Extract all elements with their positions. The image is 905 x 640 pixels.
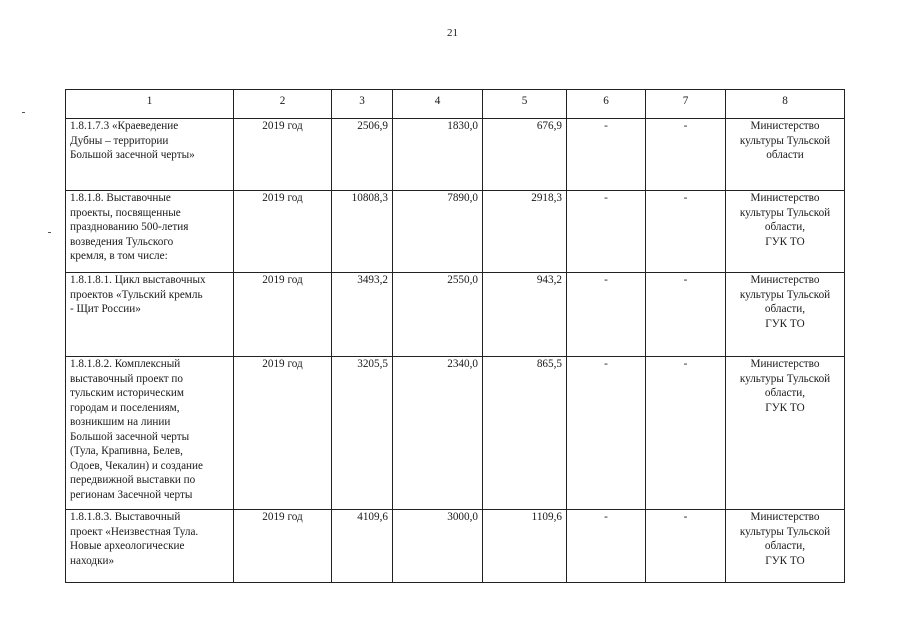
column-header: 8 bbox=[726, 90, 845, 119]
measure-name-line: проектов «Тульский кремль bbox=[70, 288, 203, 301]
col7-cell: - bbox=[646, 273, 726, 357]
executor-line: Министерство bbox=[750, 358, 820, 370]
year-cell: 2019 год bbox=[234, 191, 332, 273]
year-cell: 2019 год bbox=[234, 510, 332, 583]
col7-cell: - bbox=[646, 510, 726, 583]
measure-name-line: 1.8.1.8.2. Комплексный bbox=[70, 358, 181, 370]
measure-name-line: Дубны – территории bbox=[70, 134, 169, 147]
executor-line: области bbox=[766, 149, 804, 161]
measure-name-line: кремля, в том числе: bbox=[70, 250, 168, 262]
executor-line: Министерство bbox=[750, 511, 820, 523]
executor-line: области, bbox=[764, 303, 806, 315]
measure-name-line: возведения Тульского bbox=[70, 235, 174, 248]
executor-cell bbox=[726, 191, 845, 273]
executor-line: области, bbox=[764, 540, 806, 552]
executor-line: Министерство bbox=[750, 192, 820, 204]
col5-cell: 943,2 bbox=[483, 273, 567, 357]
col6-cell: - bbox=[567, 191, 646, 273]
col5-cell: 865,5 bbox=[483, 357, 567, 510]
measure-name-cell bbox=[66, 191, 234, 273]
executor-cell bbox=[726, 119, 845, 191]
executor-cell bbox=[726, 357, 845, 510]
executor-line: культуры Тульской bbox=[739, 288, 831, 301]
executor-line: культуры Тульской bbox=[739, 206, 831, 219]
col6-cell: - bbox=[567, 357, 646, 510]
measure-name-line: (Тула, Крапивна, Белев, bbox=[70, 445, 183, 457]
measure-name-line: возникшим на линии bbox=[70, 416, 171, 428]
total-cell: 3205,5 bbox=[332, 357, 393, 510]
table-row bbox=[66, 119, 845, 191]
measure-name-line: Большой засечной черты» bbox=[70, 149, 195, 161]
year-cell: 2019 год bbox=[234, 357, 332, 510]
measure-name-line: проект «Неизвестная Тула. bbox=[70, 525, 199, 538]
total-cell: 4109,6 bbox=[332, 510, 393, 583]
col5-cell: 676,9 bbox=[483, 119, 567, 191]
measure-name-line: передвижной выставки по bbox=[70, 474, 196, 486]
page-number: 21 bbox=[447, 27, 458, 39]
total-cell: 2506,9 bbox=[332, 119, 393, 191]
scan-mark bbox=[48, 232, 51, 233]
measure-name-line: тульским историческим bbox=[70, 387, 184, 399]
measure-name-line: проекты, посвященные bbox=[70, 206, 181, 219]
scan-mark bbox=[22, 112, 25, 113]
col4-cell: 2340,0 bbox=[393, 357, 483, 510]
measure-name-line: Новые археологические bbox=[70, 540, 185, 552]
executor-line: Министерство bbox=[750, 120, 820, 132]
column-header: 6 bbox=[567, 90, 646, 119]
measure-name-line: выставочный проект по bbox=[70, 372, 184, 385]
executor-line: Министерство bbox=[750, 274, 820, 286]
measure-name-line: 1.8.1.8.3. Выставочный bbox=[70, 511, 181, 523]
measure-name-cell bbox=[66, 119, 234, 191]
year-cell: 2019 год bbox=[234, 119, 332, 191]
measure-name-line: празднованию 500-летия bbox=[70, 221, 189, 233]
executor-line: ГУК ТО bbox=[765, 401, 805, 414]
col6-cell: - bbox=[567, 510, 646, 583]
col4-cell: 7890,0 bbox=[393, 191, 483, 273]
measure-name-line: Одоев, Чекалин) и создание bbox=[70, 459, 203, 472]
col5-cell: 1109,6 bbox=[483, 510, 567, 583]
executor-line: культуры Тульской bbox=[739, 134, 831, 147]
col5-cell: 2918,3 bbox=[483, 191, 567, 273]
total-cell: 3493,2 bbox=[332, 273, 393, 357]
table-row bbox=[66, 357, 845, 510]
program-table bbox=[65, 89, 845, 583]
column-header: 5 bbox=[483, 90, 567, 119]
col6-cell: - bbox=[567, 273, 646, 357]
col7-cell: - bbox=[646, 191, 726, 273]
col7-cell: - bbox=[646, 357, 726, 510]
executor-line: ГУК ТО bbox=[765, 235, 805, 248]
table-row bbox=[66, 510, 845, 583]
column-header: 7 bbox=[646, 90, 726, 119]
measure-name-line: - Щит России» bbox=[70, 303, 141, 315]
measure-name-cell bbox=[66, 357, 234, 510]
table-row bbox=[66, 191, 845, 273]
measure-name-cell bbox=[66, 273, 234, 357]
col4-cell: 1830,0 bbox=[393, 119, 483, 191]
executor-line: области, bbox=[764, 221, 806, 233]
measure-name-line: 1.8.1.8.1. Цикл выставочных bbox=[70, 274, 206, 286]
measure-name-line: 1.8.1.7.3 «Краеведение bbox=[70, 120, 179, 132]
measure-name-line: находки» bbox=[70, 554, 115, 567]
executor-line: ГУК ТО bbox=[765, 554, 805, 567]
executor-line: ГУК ТО bbox=[765, 317, 805, 330]
executor-cell bbox=[726, 510, 845, 583]
column-header: 3 bbox=[332, 90, 393, 119]
executor-line: области, bbox=[764, 387, 806, 399]
measure-name-line: регионам Засечной черты bbox=[70, 488, 193, 501]
table-row bbox=[66, 273, 845, 357]
header-row bbox=[66, 90, 845, 119]
column-header: 2 bbox=[234, 90, 332, 119]
col7-cell: - bbox=[646, 119, 726, 191]
measure-name-cell bbox=[66, 510, 234, 583]
year-cell: 2019 год bbox=[234, 273, 332, 357]
column-header: 1 bbox=[66, 90, 234, 119]
col4-cell: 2550,0 bbox=[393, 273, 483, 357]
total-cell: 10808,3 bbox=[332, 191, 393, 273]
measure-name-line: 1.8.1.8. Выставочные bbox=[70, 192, 171, 204]
measure-name-line: Большой засечной черты bbox=[70, 430, 190, 443]
measure-name-line: городам и поселениям, bbox=[70, 401, 180, 414]
col4-cell: 3000,0 bbox=[393, 510, 483, 583]
executor-line: культуры Тульской bbox=[739, 525, 831, 538]
executor-cell bbox=[726, 273, 845, 357]
column-header: 4 bbox=[393, 90, 483, 119]
executor-line: культуры Тульской bbox=[739, 372, 831, 385]
col6-cell: - bbox=[567, 119, 646, 191]
